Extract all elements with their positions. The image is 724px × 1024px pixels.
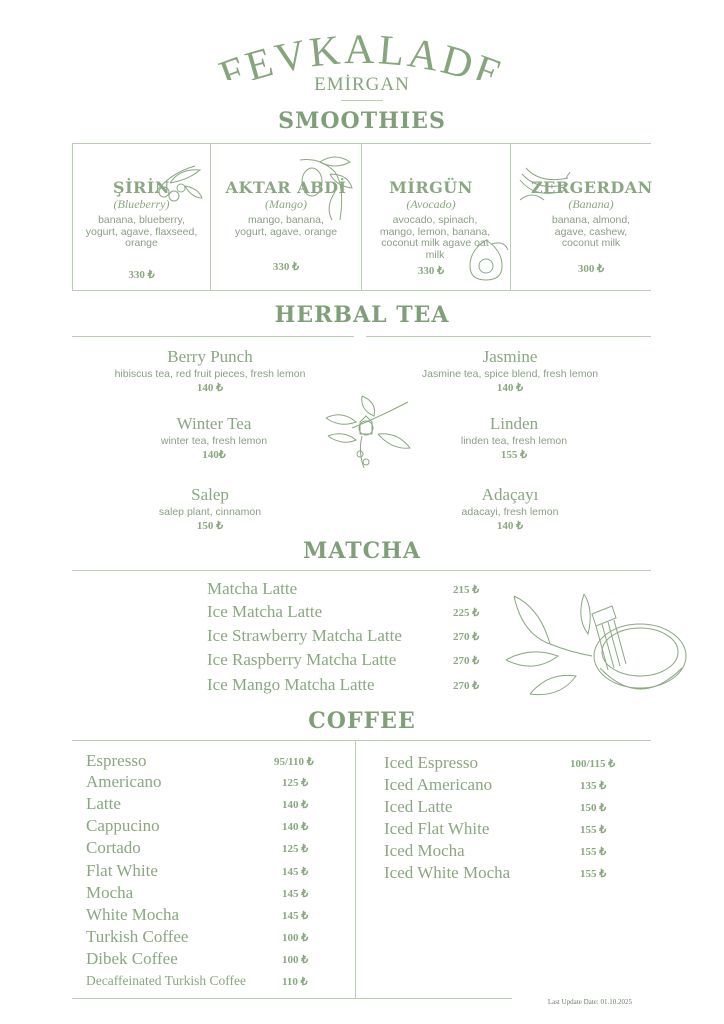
coffee-row [86,772,336,794]
smoothie-ingredients: avocado, spinach, mango, lemon, banana, coconut milk agave oat milk [379,214,491,261]
brand-logo [0,30,724,80]
coffee-name: Cappucino [86,816,160,835]
smoothie-ingredients: banana, blueberry, yogurt, agave, flaxseed, orange [85,214,198,249]
tea-name: Berry Punch [167,347,253,366]
matcha-price: 215 ₺ [453,584,480,596]
smoothie-name: MİRGÜN [389,178,473,197]
smoothies-title: SMOOTHIES [278,108,446,134]
smoothie-item-sirin [73,146,210,288]
matcha-price: 270 ₺ [453,631,480,643]
coffee-name: Americano [86,772,162,791]
flower-branch-illustration-icon [322,388,414,472]
smoothie-ingredients: mango, banana, yogurt, agave, orange [234,214,338,238]
smoothie-price: 330 ₺ [128,269,155,281]
coffee-name: Decaffeinated Turkish Coffee [86,973,246,988]
smoothie-item-mirgun [362,146,510,288]
smoothie-price: 330 ₺ [272,261,300,273]
matcha-bowl-illustration-icon [500,590,690,714]
brand-name: FEVKALADE [213,30,511,80]
herbal-tea-title: HERBAL TEA [274,302,450,328]
smoothie-item-aktar-abdi [211,146,361,288]
smoothie-name: ZERGERDAN [531,178,653,197]
brand-location: EMİRGAN [314,74,410,95]
tea-item-berry-punch [90,347,330,394]
tea-name: Jasmine [482,347,538,366]
coffee-row [86,949,336,971]
smoothie-name: ŞİRİN [113,178,170,197]
matcha-row [207,675,497,697]
coffee-price: 155 ₺ [580,846,607,858]
matcha-row [207,579,497,601]
matcha-row [207,650,497,672]
coffee-name: Mocha [86,883,134,902]
last-update-date: Last Update Date: 01.10.2025 [547,998,632,1006]
coffee-price: 140 ₺ [282,799,309,811]
tea-item-adacayi [390,485,630,532]
coffee-name: Turkish Coffee [86,927,189,946]
svg-text:FEVKALADE [214,30,511,80]
coffee-price: 95/110 ₺ [274,756,314,768]
coffee-row [384,775,644,797]
coffee-price: 100 ₺ [282,932,309,944]
tea-desc: linden tea, fresh lemon [460,435,568,447]
tea-name: Adaçayı [481,485,539,504]
smoothie-subtitle: (Avocado) [406,197,456,211]
matcha-name: Ice Matcha Latte [207,602,323,621]
coffee-bottom-rule [72,998,512,999]
matcha-name: Ice Strawberry Matcha Latte [207,626,402,645]
tea-desc: salep plant, cinnamon [158,506,262,518]
coffee-row [86,861,336,883]
coffee-name: Iced Espresso [384,753,478,772]
coffee-row [384,863,644,885]
coffee-row [86,816,336,838]
coffee-price: 145 ₺ [282,866,309,878]
coffee-row [384,753,644,775]
coffee-row [86,927,336,949]
tea-price: 140 ₺ [496,382,524,394]
tea-price: 140 ₺ [496,520,524,532]
coffee-name: Iced Americano [384,775,493,794]
coffee-row [384,841,644,863]
coffee-price: 155 ₺ [580,868,607,880]
coffee-price: 125 ₺ [282,777,309,789]
smoothie-price: 330 ₺ [417,265,445,277]
coffee-row [86,973,336,995]
tea-item-linden [394,414,634,461]
coffee-row [86,838,336,860]
tea-name: Linden [489,414,539,433]
tea-desc: hibiscus tea, red fruit pieces, fresh lemon [114,368,306,380]
coffee-price: 145 ₺ [282,888,309,900]
coffee-row [384,797,644,819]
matcha-name: Ice Raspberry Matcha Latte [207,650,397,669]
coffee-price: 155 ₺ [580,824,607,836]
coffee-name: Iced Flat White [384,819,490,838]
tea-name: Winter Tea [176,414,252,433]
matcha-rule [72,570,651,571]
coffee-price: 135 ₺ [580,780,607,792]
coffee-name: White Mocha [86,905,179,924]
coffee-name: Dibek Coffee [86,949,178,968]
tea-desc: winter tea, fresh lemon [160,435,268,447]
tea-desc: adacayi, fresh lemon [461,506,559,518]
coffee-price: 100/115 ₺ [570,758,616,770]
coffee-price: 110 ₺ [282,976,308,988]
brand-divider [341,100,383,101]
matcha-price: 225 ₺ [453,607,480,619]
coffee-name: Latte [86,794,121,813]
smoothie-subtitle: (Blueberry) [113,197,170,211]
tea-name: Salep [191,485,229,504]
matcha-name: Ice Mango Matcha Latte [207,675,375,694]
coffee-column-divider [355,740,356,998]
smoothie-subtitle: (Mango) [265,197,307,211]
coffee-name: Espresso [86,751,147,770]
matcha-price: 270 ₺ [453,655,480,667]
herbal-tea-rule-right [366,336,651,337]
coffee-title: COFFEE [308,708,416,734]
coffee-name: Flat White [86,861,158,880]
coffee-row [86,905,336,927]
matcha-name: Matcha Latte [207,579,298,598]
matcha-title: MATCHA [303,538,421,564]
tea-price: 155 ₺ [500,449,528,461]
coffee-price: 150 ₺ [580,802,607,814]
coffee-row [86,751,336,773]
coffee-price: 125 ₺ [282,843,309,855]
matcha-row [207,602,497,624]
smoothie-price: 300 ₺ [577,263,605,275]
tea-desc: Jasmine tea, spice blend, fresh lemon [421,368,599,380]
coffee-price: 100 ₺ [282,954,309,966]
coffee-name: Iced Mocha [384,841,465,860]
coffee-row [384,819,644,841]
tea-item-jasmine [390,347,630,394]
coffee-name: Iced Latte [384,797,453,816]
coffee-row [86,794,336,816]
coffee-price: 140 ₺ [282,821,309,833]
smoothie-name: AKTAR ABDİ [225,178,347,197]
tea-item-winter-tea [94,414,334,461]
tea-price: 140₺ [202,449,226,461]
coffee-name: Iced White Mocha [384,863,511,882]
coffee-row [86,883,336,905]
smoothie-ingredients: banana, almond, agave, cashew, coconut milk [551,214,631,249]
matcha-price: 270 ₺ [453,680,480,692]
tea-price: 140 ₺ [196,382,224,394]
smoothie-subtitle: (Banana) [568,197,614,211]
tea-price: 150 ₺ [196,520,224,532]
smoothie-item-zergerdan [511,146,651,288]
tea-item-salep [90,485,330,532]
coffee-name: Cortado [86,838,141,857]
coffee-top-rule [72,740,651,741]
coffee-price: 145 ₺ [282,910,309,922]
herbal-tea-rule-left [72,336,354,337]
matcha-row [207,626,497,648]
